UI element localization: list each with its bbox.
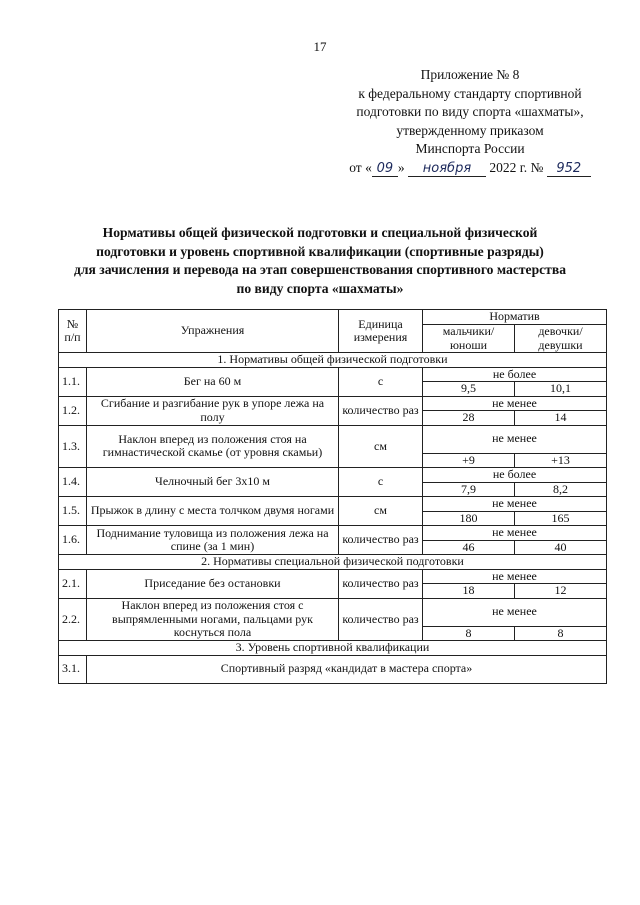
document-title: [30, 224, 610, 298]
row-condition: не менее: [423, 569, 607, 584]
title-line: для зачисления и перевода на этап совершенствования спортивного мастерства: [73, 262, 566, 277]
title-line: по виду спорта «шахматы»: [236, 280, 404, 296]
section-title: 3. Уровень спортивной квалификации: [59, 641, 607, 656]
title-line: Нормативы общей физической подготовки и специальной физической: [102, 225, 538, 240]
row-condition: не менее: [423, 526, 607, 541]
value-girls: 40: [515, 540, 607, 555]
appendix-block: [330, 66, 610, 177]
row-unit: см: [339, 497, 423, 526]
value-girls: +13: [515, 453, 607, 468]
section-title: 1. Нормативы общей физической подготовки: [59, 353, 607, 368]
row-number: 1.6.: [59, 526, 87, 555]
row-exercise: Наклон вперед из положения стоя на гимнастической скамье (от уровня скамьи): [87, 425, 339, 468]
row-number: 1.4.: [59, 468, 87, 497]
row-condition: не более: [423, 367, 607, 382]
value-girls: 165: [515, 511, 607, 526]
row-exercise: Челночный бег 3х10 м: [87, 468, 339, 497]
row-exercise: Наклон вперед из положения стоя с выпрямленными ногами, пальцами рук коснуться пола: [87, 598, 339, 641]
header-num: № п/п: [59, 310, 87, 353]
header-norm: Норматив: [423, 310, 607, 325]
norms-table: [58, 309, 607, 684]
header-boys: мальчики/ юноши: [423, 325, 515, 353]
row-number: 1.1.: [59, 367, 87, 396]
row-exercise: Приседание без остановки: [87, 569, 339, 598]
row-unit: см: [339, 425, 423, 468]
value-girls: 14: [515, 411, 607, 426]
row-unit: количество раз: [339, 598, 423, 641]
row-exercise: Сгибание и разгибание рук в упоре лежа на полу: [87, 396, 339, 425]
date-mid: »: [397, 159, 405, 175]
value-boys: 8: [423, 626, 515, 641]
row-condition: не менее: [423, 425, 607, 453]
row-condition: не менее: [423, 396, 607, 411]
row-number: 1.2.: [59, 396, 87, 425]
value-boys: 28: [423, 411, 515, 426]
row-unit: количество раз: [339, 569, 423, 598]
row-condition: не более: [423, 468, 607, 483]
row-number: 1.3.: [59, 425, 87, 468]
date-year: 2022 г. №: [489, 159, 544, 175]
value-boys: 7,9: [423, 482, 515, 497]
row-number: 3.1.: [59, 655, 87, 683]
date-month-handwritten: ноября: [408, 162, 486, 177]
row-exercise: Спортивный разряд «кандидат в мастера спорта»: [87, 655, 607, 683]
date-day-handwritten: 09: [372, 162, 398, 177]
row-condition: не менее: [423, 497, 607, 512]
row-unit: количество раз: [339, 526, 423, 555]
section-title: 2. Нормативы специальной физической подготовки: [59, 555, 607, 570]
appendix-line: к федеральному стандарту спортивной: [358, 85, 582, 101]
value-girls: 12: [515, 584, 607, 599]
row-number: 2.1.: [59, 569, 87, 598]
appendix-line: подготовки по виду спорта «шахматы»,: [356, 104, 584, 119]
value-girls: 8,2: [515, 482, 607, 497]
value-boys: 18: [423, 584, 515, 599]
value-boys: 180: [423, 511, 515, 526]
row-exercise: Бег на 60 м: [87, 367, 339, 396]
order-date-line: [330, 159, 610, 178]
row-condition: не менее: [423, 598, 607, 626]
header-exercise: Упражнения: [87, 310, 339, 353]
order-number-handwritten: 952: [547, 162, 591, 177]
row-unit: количество раз: [339, 396, 423, 425]
row-unit: с: [339, 468, 423, 497]
value-boys: 9,5: [423, 382, 515, 397]
date-prefix: от «: [349, 159, 372, 175]
value-boys: 46: [423, 540, 515, 555]
value-girls: 10,1: [515, 382, 607, 397]
row-number: 1.5.: [59, 497, 87, 526]
appendix-line: Приложение № 8: [420, 67, 520, 82]
appendix-line: утвержденному приказом: [396, 122, 544, 138]
title-line: подготовки и уровень спортивной квалификации (спортивные разряды): [96, 243, 544, 259]
header-girls: девочки/ девушки: [515, 325, 607, 353]
page-number: 17: [313, 39, 327, 54]
header-unit: Единица измерения: [339, 310, 423, 353]
row-unit: с: [339, 367, 423, 396]
value-boys: +9: [423, 453, 515, 468]
value-girls: 8: [515, 626, 607, 641]
appendix-line: Минспорта России: [415, 141, 525, 156]
row-exercise: Прыжок в длину с места толчком двумя ногами: [87, 497, 339, 526]
row-exercise: Поднимание туловища из положения лежа на спине (за 1 мин): [87, 526, 339, 555]
row-number: 2.2.: [59, 598, 87, 641]
